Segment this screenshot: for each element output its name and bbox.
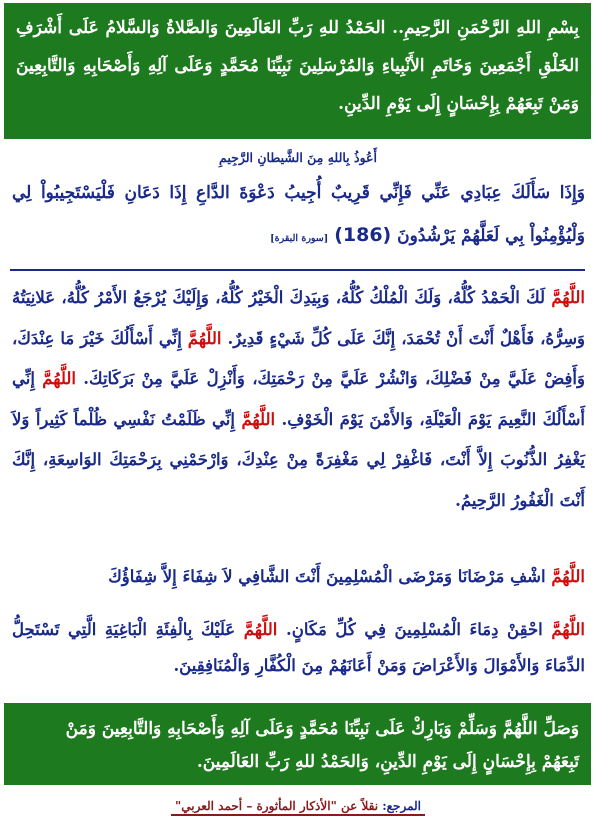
closing-salutation-box xyxy=(4,703,591,785)
supplication-3 xyxy=(12,612,585,684)
divider-rule xyxy=(10,269,585,271)
supplication-2-text: اشْفِ مَرْضَانَا وَمَرْضَى الْمُسْلِمِينَ أَنْتَ الشَّافِي لاَ شِفَاءَ إِلاَّ شِفَاؤُكَ xyxy=(108,567,552,586)
source-reference xyxy=(0,795,596,816)
supplication-2 xyxy=(12,557,585,598)
verse-number: (186) xyxy=(334,224,392,246)
reference-line xyxy=(171,799,425,816)
opening-line-1: بِسْمِ اللهِ الرَّحْمَنِ الرَّحِيمِ.. الحَمْدُ للهِ رَبِّ العَالَمِينَ وَالصَّلاةُ وَالسَّلامُ عَلَى xyxy=(68,18,580,38)
opening-line-2: أَشْرَفِ الخَلْقِ أَجْمَعِينَ وَخَاتَمِ الأَنْبِياءِ وَالمُرْسَلِينَ نَبِيِّنَا مُحَمَّدٍ وَعَلَى آلِهِ xyxy=(16,18,580,76)
allahumma-2: اللَّهُمَّ xyxy=(187,328,222,348)
supplication-1-part-4: إِنِّي ظَلَمْتُ نَفْسِي ظُلْماً كَثِيراً وَلاَ يَغْفِرُ الذُّنُوبَ إِلاَّ أَنْتَ، فَاغْفِرْ لِي مَغْفِرَةً مِنْ عِنْدِكَ، وَارْحَمْنِي بِرَحْمَتِكَ الوَاسِعَةِ، إِنَّكَ أَنْتَ الْغَفُورُ الرَّحِيمُ. xyxy=(12,409,585,510)
opening-line-3: وَأَصْحَابِهِ وَالتَّابِعِينَ وَمَنْ تَبِعَهُمْ بِإِحْسَانٍ إِلَى يَوْمِ الدِّينِ. xyxy=(16,56,579,114)
allahumma-4: اللَّهُمَّ xyxy=(241,409,276,429)
supplication-1-part-3: إِنِّي أَسْأَلُكَ النَّعِيمَ يَوْمَ الْعَيْلَةِ، وَالأَمْنَ يَوْمَ الْخَوْفِ. xyxy=(12,369,586,429)
allahumma-7: اللَّهُمَّ xyxy=(243,620,278,639)
closing-line-1: وَصَلِّ اللَّهُمَّ وَسَلِّمْ وَبَارِكْ عَلَى نَبِيِّنَا مُحَمَّدٍ وَعَلَى آلِهِ وَأَصْحَابِهِ وَالتَّابِعِينَ وَمَنْ xyxy=(65,719,579,739)
istiadha: أَعُوذُ بِاللهِ مِنَ الشَّيطانِ الرَّجِيمِ xyxy=(219,150,377,165)
supplication-3-part-2: عَلَيْكَ بِالْفِئَةِ الْبَاغِيَةِ الَّتِي تَسْتَحِلُّ الدِّمَاءَ وَالأَمْوَالَ وَالأَعْرَاضَ وَمَنْ أَعَانَهُمْ مِنَ الْكُفَّارِ وَالْمُنَافِقِينَ. xyxy=(12,620,585,675)
allahumma-6: اللَّهُمَّ xyxy=(551,620,585,639)
closing-line-2: تَبِعَهُمْ بِإِحْسَانٍ إِلَى يَوْمِ الدِّينِ، وَالحَمْدُ للهِ رَبِّ العَالَمِينَ. xyxy=(196,752,579,772)
quran-verse xyxy=(12,172,585,260)
supplication-1-part-1: لَكَ الْحَمْدُ كُلُّهُ، وَلَكَ الْمُلْكُ كُلُّهُ، وَبِيَدِكَ الْخَيْرُ كُلُّهُ، وَإِلَيْكَ يُرْجَعُ الأَمْرُ كُلُّهُ، عَلانِيَتُهُ وَسِرُّهُ، فَأَهْلٌ أَنْتَ أَنْ تُحْمَدَ، إِنَّكَ عَلَى كُلِّ شَيْءٍ قَدِيرٌ. xyxy=(12,288,585,348)
reference-text: نقلاً عن "الأذكار المأثورة – أحمد العربي" xyxy=(174,799,383,813)
allahumma-5: اللَّهُمَّ xyxy=(551,567,585,586)
reference-label: المرجع: xyxy=(382,799,422,813)
verse-reference: [سورة البقرة] xyxy=(270,233,329,244)
verse-text: وَإِذَا سَأَلَكَ عِبَادِي عَنِّي فَإِنِّي قَرِيبٌ أُجِيبُ دَعْوَةَ الدَّاعِ إِذَا دَعَانِ فَلْيَسْتَجِيبُواْ لِي وَلْيُؤْمِنُواْ بِي لَعَلَّهُمْ يَرْشُدُونَ xyxy=(12,183,585,246)
supplication-3-part-1: احْقِنْ دِمَاءَ الْمُسْلِمِينَ فِي كُلِّ مَكَانٍ. xyxy=(277,620,552,639)
allahumma-1: اللَّهُمَّ xyxy=(551,288,585,307)
supplication-1 xyxy=(12,278,585,521)
allahumma-3: اللَّهُمَّ xyxy=(42,369,76,388)
opening-praise-box xyxy=(4,3,591,139)
supplication-1-part-2: إِنِّي أَسْأَلُكَ خَيْرَ مَا عِنْدَكَ، وَأَفِضْ عَلَيَّ مِنْ فَضْلِكَ، وَانْشُرْ عَلَيَّ مِنْ رَحْمَتِكَ، وَأَنْزِلْ عَلَيَّ مِنْ بَرَكَاتِكَ. xyxy=(12,328,585,388)
